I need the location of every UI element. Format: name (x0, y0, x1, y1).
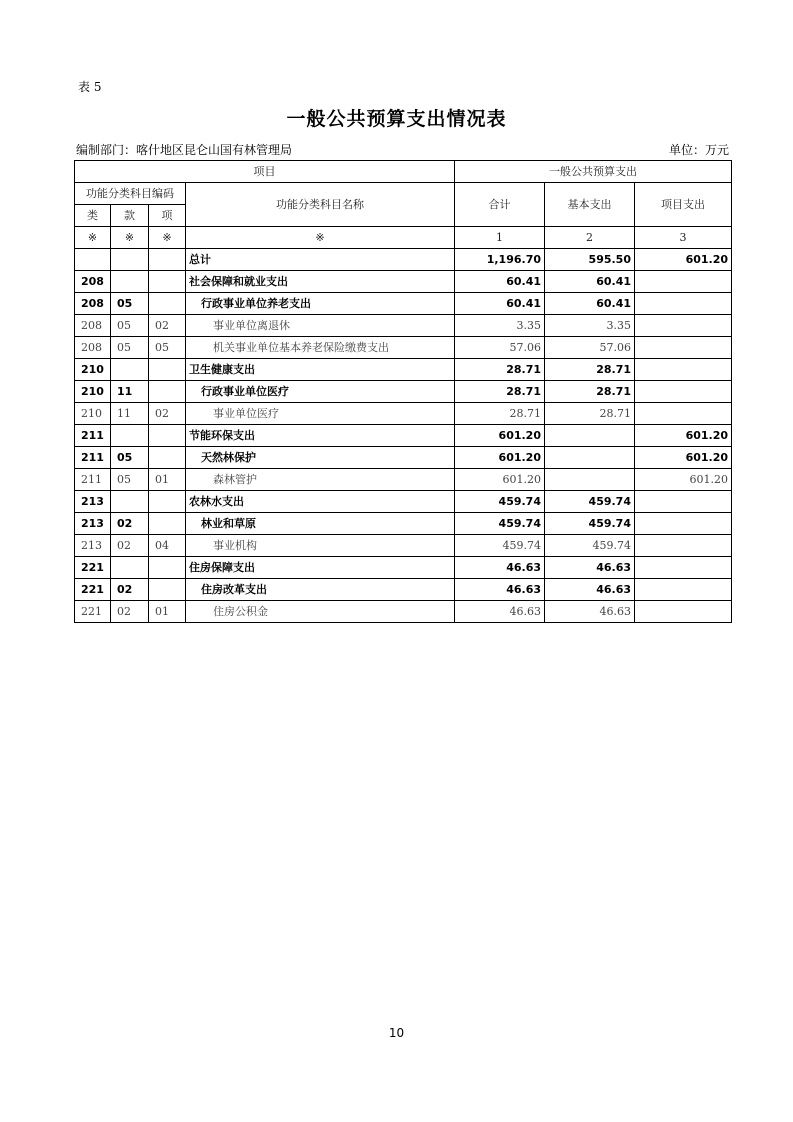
cell-total: 601.20 (455, 425, 545, 447)
cell-project: 601.20 (635, 447, 732, 469)
header-code-group: 功能分类科目编码 (75, 183, 186, 205)
cell-lei: 208 (75, 271, 111, 293)
cell-kuan (111, 491, 149, 513)
cell-total: 60.41 (455, 293, 545, 315)
cell-lei: 221 (75, 579, 111, 601)
cell-name: 住房公积金 (186, 601, 455, 623)
table-number: 表 5 (78, 80, 102, 94)
cell-basic: 3.35 (545, 315, 635, 337)
table-row (75, 425, 732, 447)
cell-xiang (149, 447, 186, 469)
cell-xiang (149, 425, 186, 447)
cell-total: 601.20 (455, 469, 545, 491)
cell-total: 46.63 (455, 579, 545, 601)
cell-basic: 57.06 (545, 337, 635, 359)
cell-kuan: 05 (111, 469, 149, 491)
cell-lei: 213 (75, 535, 111, 557)
header-budget: 一般公共预算支出 (455, 161, 732, 183)
unit-label: 单位：万元 (668, 143, 729, 157)
cell-project: 601.20 (635, 425, 732, 447)
cell-name: 事业机构 (186, 535, 455, 557)
cell-project (635, 315, 732, 337)
cell-name: 事业单位离退休 (186, 315, 455, 337)
table-row (75, 293, 732, 315)
cell-xiang: 02 (149, 315, 186, 337)
table-row (75, 403, 732, 425)
table-row (75, 579, 732, 601)
cell-kuan: 02 (111, 535, 149, 557)
cell-basic: 459.74 (545, 491, 635, 513)
table-row (75, 359, 732, 381)
cell-kuan: 02 (111, 579, 149, 601)
cell-xiang (149, 271, 186, 293)
cell-xiang: 04 (149, 535, 186, 557)
page-number: 10 (388, 1026, 405, 1040)
cell-name: 林业和草原 (186, 513, 455, 535)
cell-xiang: 05 (149, 337, 186, 359)
header-basic: 基本支出 (545, 183, 635, 227)
cell-basic: 28.71 (545, 381, 635, 403)
cell-basic: 595.50 (545, 249, 635, 271)
cell-name: 总计 (186, 249, 455, 271)
cell-basic: 28.71 (545, 359, 635, 381)
table-row (75, 601, 732, 623)
mark-lei: ※ (75, 227, 111, 249)
cell-basic: 46.63 (545, 557, 635, 579)
cell-lei: 211 (75, 425, 111, 447)
cell-total: 459.74 (455, 513, 545, 535)
cell-project (635, 557, 732, 579)
cell-lei: 221 (75, 601, 111, 623)
cell-basic: 459.74 (545, 513, 635, 535)
header-xiang: 项 (149, 205, 186, 227)
cell-total: 459.74 (455, 491, 545, 513)
cell-kuan: 05 (111, 315, 149, 337)
cell-xiang: 01 (149, 601, 186, 623)
cell-lei: 210 (75, 359, 111, 381)
cell-kuan: 02 (111, 513, 149, 535)
cell-kuan: 05 (111, 293, 149, 315)
cell-kuan: 02 (111, 601, 149, 623)
cell-kuan (111, 425, 149, 447)
cell-kuan: 05 (111, 337, 149, 359)
cell-project (635, 359, 732, 381)
table-row (75, 513, 732, 535)
cell-project: 601.20 (635, 469, 732, 491)
cell-kuan: 11 (111, 381, 149, 403)
col-number-2: 2 (545, 227, 635, 249)
cell-kuan: 05 (111, 447, 149, 469)
cell-kuan (111, 557, 149, 579)
cell-basic (545, 469, 635, 491)
header-name: 功能分类科目名称 (186, 183, 455, 227)
cell-basic: 46.63 (545, 579, 635, 601)
cell-name: 行政事业单位养老支出 (186, 293, 455, 315)
cell-xiang: 01 (149, 469, 186, 491)
cell-name: 天然林保护 (186, 447, 455, 469)
cell-project (635, 601, 732, 623)
cell-basic: 28.71 (545, 403, 635, 425)
mark-name: ※ (186, 227, 455, 249)
cell-project (635, 271, 732, 293)
cell-total: 46.63 (455, 557, 545, 579)
header-item: 项目 (75, 161, 455, 183)
cell-name: 机关事业单位基本养老保险缴费支出 (186, 337, 455, 359)
header-kuan: 款 (111, 205, 149, 227)
cell-name: 卫生健康支出 (186, 359, 455, 381)
budget-table (74, 160, 732, 623)
cell-xiang (149, 579, 186, 601)
cell-project: 601.20 (635, 249, 732, 271)
cell-xiang (149, 491, 186, 513)
cell-project (635, 535, 732, 557)
cell-lei: 213 (75, 491, 111, 513)
cell-total: 60.41 (455, 271, 545, 293)
cell-project (635, 337, 732, 359)
cell-name: 住房保障支出 (186, 557, 455, 579)
table-row (75, 315, 732, 337)
cell-lei: 208 (75, 293, 111, 315)
header-total: 合计 (455, 183, 545, 227)
table-row (75, 249, 732, 271)
cell-lei (75, 249, 111, 271)
cell-xiang (149, 249, 186, 271)
cell-lei: 211 (75, 447, 111, 469)
cell-lei: 208 (75, 315, 111, 337)
table-row (75, 447, 732, 469)
header-row-2 (75, 183, 732, 205)
header-lei: 类 (75, 205, 111, 227)
cell-name: 森林管护 (186, 469, 455, 491)
table-row (75, 557, 732, 579)
cell-xiang: 02 (149, 403, 186, 425)
cell-project (635, 579, 732, 601)
cell-lei: 208 (75, 337, 111, 359)
cell-name: 社会保障和就业支出 (186, 271, 455, 293)
col-number-1: 1 (455, 227, 545, 249)
cell-total: 28.71 (455, 381, 545, 403)
cell-name: 住房改革支出 (186, 579, 455, 601)
cell-lei: 211 (75, 469, 111, 491)
cell-name: 节能环保支出 (186, 425, 455, 447)
cell-total: 28.71 (455, 359, 545, 381)
cell-kuan (111, 359, 149, 381)
cell-project (635, 293, 732, 315)
cell-project (635, 381, 732, 403)
mark-kuan: ※ (111, 227, 149, 249)
cell-total: 1,196.70 (455, 249, 545, 271)
cell-total: 57.06 (455, 337, 545, 359)
department-label: 编制部门：喀什地区昆仑山国有林管理局 (76, 143, 293, 157)
cell-project (635, 491, 732, 513)
cell-lei: 210 (75, 403, 111, 425)
page-title: 一般公共预算支出情况表 (286, 108, 507, 130)
cell-basic (545, 425, 635, 447)
cell-xiang (149, 359, 186, 381)
cell-lei: 210 (75, 381, 111, 403)
cell-total: 459.74 (455, 535, 545, 557)
cell-xiang (149, 557, 186, 579)
cell-total: 28.71 (455, 403, 545, 425)
header-project: 项目支出 (635, 183, 732, 227)
cell-basic: 60.41 (545, 271, 635, 293)
table-row (75, 271, 732, 293)
header-row-1 (75, 161, 732, 183)
table-row (75, 491, 732, 513)
cell-total: 3.35 (455, 315, 545, 337)
cell-total: 46.63 (455, 601, 545, 623)
cell-lei: 221 (75, 557, 111, 579)
cell-xiang (149, 381, 186, 403)
cell-basic (545, 447, 635, 469)
table-row (75, 337, 732, 359)
cell-xiang (149, 513, 186, 535)
cell-project (635, 403, 732, 425)
cell-basic: 46.63 (545, 601, 635, 623)
cell-name: 行政事业单位医疗 (186, 381, 455, 403)
cell-name: 事业单位医疗 (186, 403, 455, 425)
col-number-3: 3 (635, 227, 732, 249)
table-row (75, 469, 732, 491)
cell-project (635, 513, 732, 535)
cell-basic: 459.74 (545, 535, 635, 557)
header-row-4 (75, 227, 732, 249)
cell-total: 601.20 (455, 447, 545, 469)
table-row (75, 381, 732, 403)
cell-kuan (111, 271, 149, 293)
mark-xiang: ※ (149, 227, 186, 249)
cell-name: 农林水支出 (186, 491, 455, 513)
cell-basic: 60.41 (545, 293, 635, 315)
cell-lei: 213 (75, 513, 111, 535)
table-row (75, 535, 732, 557)
cell-xiang (149, 293, 186, 315)
cell-kuan: 11 (111, 403, 149, 425)
cell-kuan (111, 249, 149, 271)
